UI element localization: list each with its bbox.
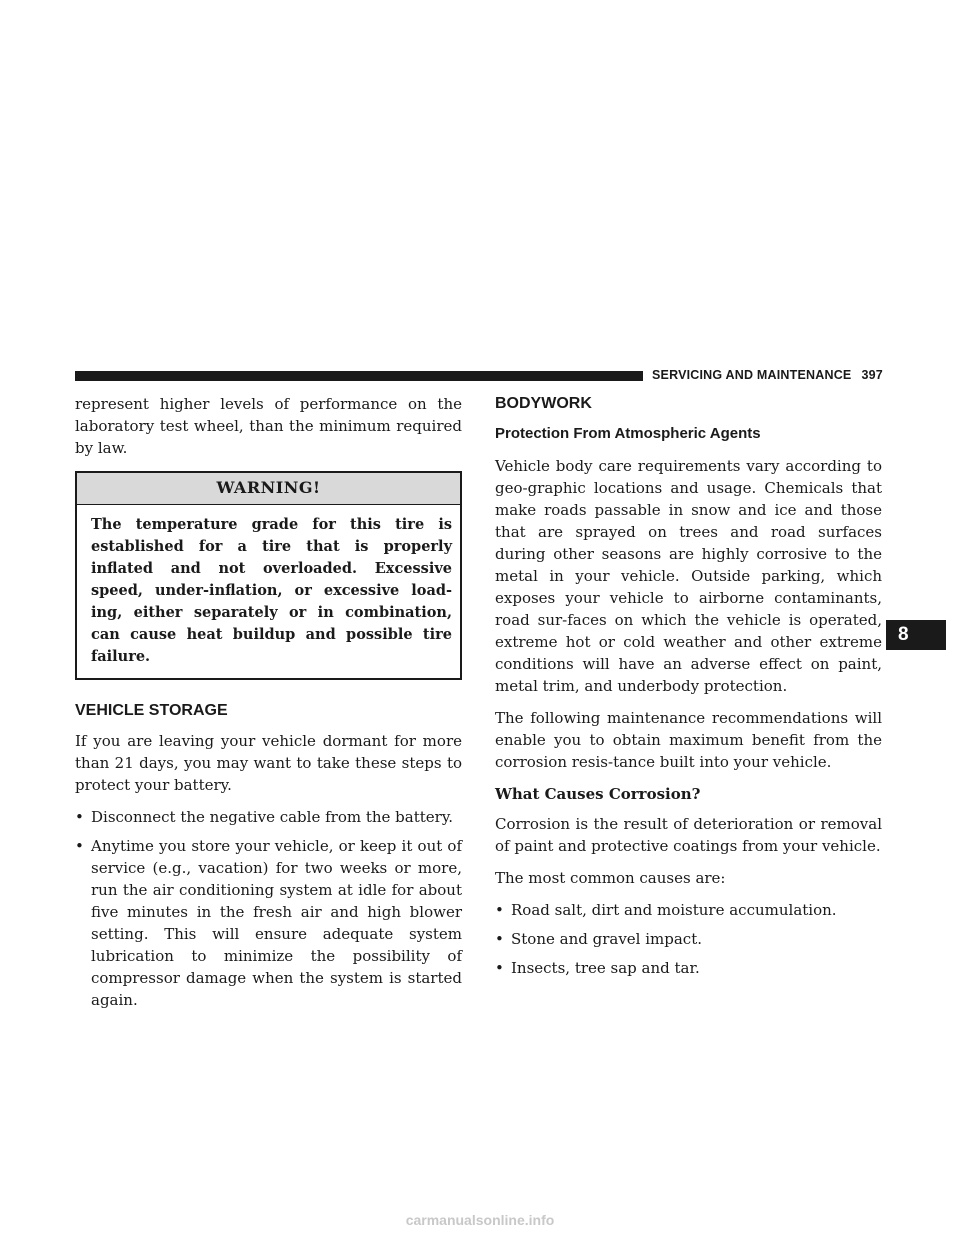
bullet-icon: •	[495, 959, 504, 977]
atmospheric-agents-heading: Protection From Atmospheric Agents	[495, 425, 761, 442]
list-item	[495, 928, 882, 950]
vehicle-storage-heading: VEHICLE STORAGE	[75, 702, 228, 719]
bodywork-heading: BODYWORK	[495, 395, 592, 412]
list-item-text: Insects, tree sap and tar.	[511, 959, 700, 977]
header-rule	[75, 371, 643, 381]
list-item	[75, 835, 462, 1011]
warning-text: The temperature grade for this tire is established for a tire that is properly inflated and not overloaded. Excessive speed, under-inflation, or excessive load-ing, either separately or in combination, can cause heat buildup and possible tire failure.	[91, 516, 452, 665]
body-care-paragraph: Vehicle body care requirements vary according to geo-graphic locations and usage. Chemicals that make roads passable in snow and ice and those that are sprayed on trees and road surfaces during other seasons are highly corrosive to the metal in your vehicle. Outside parking, which exposes your vehicle to airborne contaminants, road sur-faces on which the vehicle is operated, extreme hot or cold weather and other extreme conditions will have an adverse effect on paint, metal trim, and underbody protection.	[495, 457, 882, 695]
warning-title: WARNING!	[77, 473, 460, 505]
running-header	[652, 368, 883, 382]
page-number: 397	[861, 368, 883, 382]
list-item-text: Anytime you store your vehicle, or keep it out of service (e.g., vacation) for two weeks or more, run the air conditioning system at idle for about five minutes in the fresh air and high blower setting. This will ensure adequate system lubrication to minimize the possibility of compressor damage when the system is started again.	[91, 837, 462, 1009]
section-tab: 8	[886, 620, 946, 650]
bullet-icon: •	[75, 808, 84, 826]
left-column	[75, 393, 462, 1019]
bullet-icon: •	[495, 901, 504, 919]
list-item	[75, 806, 462, 828]
bullet-icon: •	[75, 837, 84, 855]
corrosion-causes-list	[495, 899, 882, 979]
corrosion-paragraph: Corrosion is the result of deterioration or removal of paint and protective coatings from your vehicle.	[495, 815, 882, 855]
corrosion-heading: What Causes Corrosion?	[495, 785, 701, 803]
list-item-text: Stone and gravel impact.	[511, 930, 703, 948]
list-item	[495, 899, 882, 921]
bullet-icon: •	[495, 930, 504, 948]
section-title: SERVICING AND MAINTENANCE	[652, 368, 852, 382]
intro-paragraph: represent higher levels of performance on the laboratory test wheel, than the minimum required by law.	[75, 395, 462, 457]
right-column	[495, 393, 882, 987]
warning-box	[75, 471, 462, 680]
vehicle-storage-paragraph: If you are leaving your vehicle dormant for more than 21 days, you may want to take these steps to protect your battery.	[75, 732, 462, 794]
list-item-text: Disconnect the negative cable from the battery.	[91, 808, 454, 826]
vehicle-storage-list	[75, 806, 462, 1011]
list-item-text: Road salt, dirt and moisture accumulation.	[511, 901, 837, 919]
list-item	[495, 957, 882, 979]
common-causes-paragraph: The most common causes are:	[495, 869, 726, 887]
maintenance-paragraph: The following maintenance recommendations will enable you to obtain maximum benefit from the corrosion resis-tance built into your vehicle.	[495, 709, 882, 771]
watermark: carmanualsonline.info	[405, 1212, 555, 1228]
